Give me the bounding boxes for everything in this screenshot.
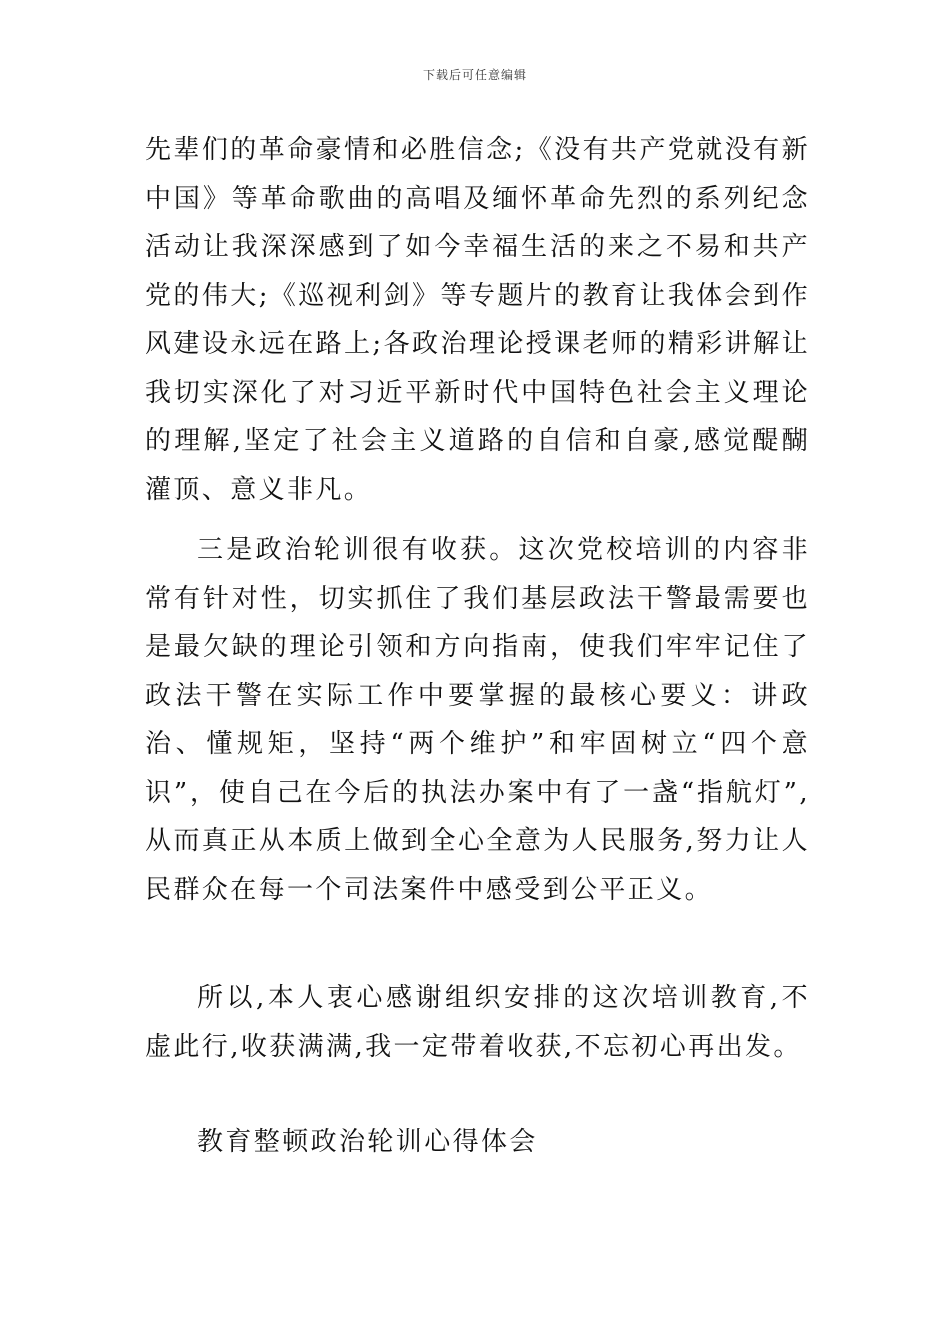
paragraph-conclusion: 所以,本人衷心感谢组织安排的这次培训教育,不虚此行,收获满满,我一定带着收获,不忘初心再出发。 [145,983,810,1062]
section-title: 教育整顿政治轮训心得体会 [197,1127,538,1157]
paragraph-harvest: 三是政治轮训很有收获。这次党校培训的内容非常有针对性，切实抓住了我们基层政法干警最需要也是最欠缺的理论引领和方向指南，使我们牢牢记住了政法干警在实际工作中要掌握的最核心要义：讲政治、懂规矩，坚持“两个维护”和牢固树立“四个意识”，使自己在今后的执法办案中有了一盏“指航灯”,从而真正从本质上做到全心全意为人民服务,努力让人民群众在每一个司法案件中感受到公平正义。 [145,535,810,905]
download-note: 下载后可任意编辑 [422,68,527,82]
paragraph-continuation: 先辈们的革命豪情和必胜信念;《没有共产党就没有新中国》等革命歌曲的高唱及缅怀革命先烈的系列纪念活动让我深深感到了如今幸福生活的来之不易和共产党的伟大;《巡视利剑》等专题片的教育让我体会到作风建设永远在路上;各政治理论授课老师的精彩讲解让我切实深化了对习近平新时代中国特色社会主义理论的理解,坚定了社会主义道路的自信和自豪,感觉醍醐灌顶、意义非凡。 [145,135,810,505]
